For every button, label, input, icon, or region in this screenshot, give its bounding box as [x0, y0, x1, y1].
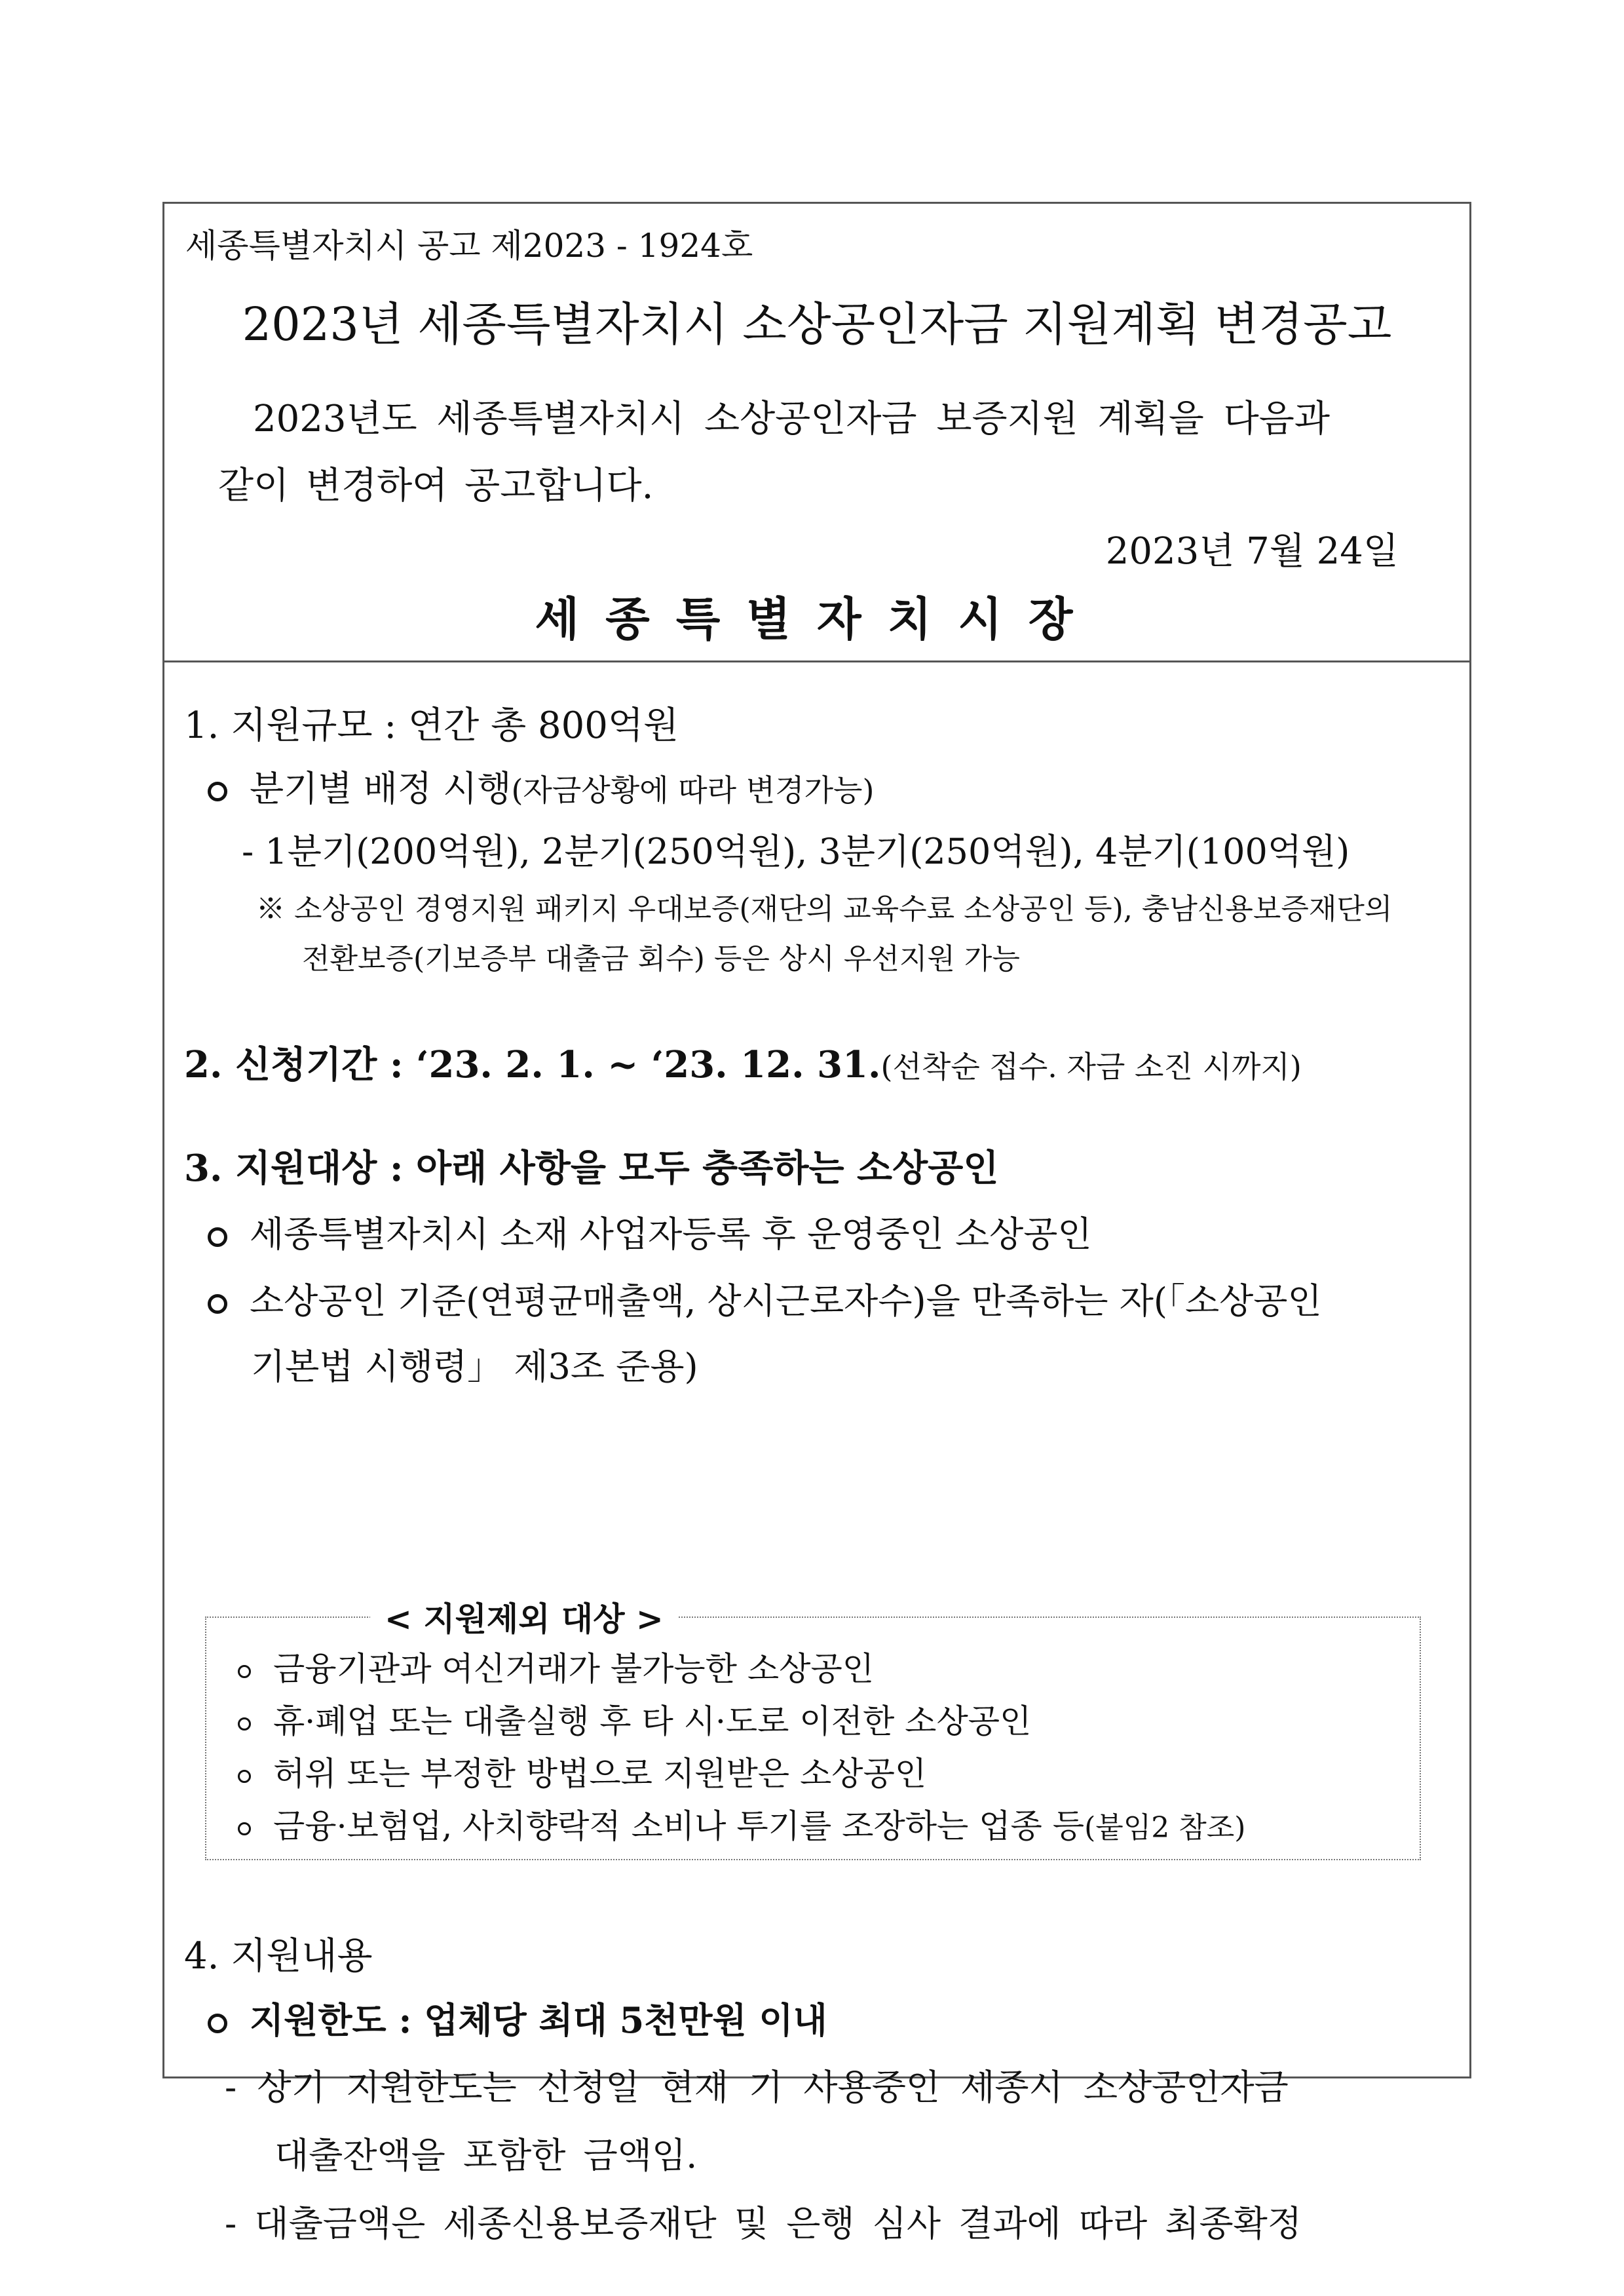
circle-bullet-icon: [208, 782, 227, 801]
scale-note-line-1: ※ 소상공인 경영지원 패키지 우대보증(재단의 교육수료 소상공인 등), 충남신용보증재단의: [256, 892, 1393, 926]
circle-bullet-icon: [208, 1227, 227, 1247]
notice-frame: [162, 202, 1471, 2244]
target-item-2-line-2: 기본법 시행령」 제3조 준용): [251, 1346, 698, 1387]
scale-item: 분기별 배정 시행(자금상황에 따라 변경가능): [208, 761, 874, 811]
scale-quarters: - 1분기(200억원), 2분기(250억원), 3분기(250억원), 4분기(100억원): [242, 831, 1350, 872]
exclusion-box: [205, 1599, 1421, 1860]
exclusion-title: < 지원제외 대상 >: [370, 1593, 678, 1640]
issuer: 세종특별자치시장: [535, 592, 1099, 646]
small-circle-bullet-icon: [238, 1770, 251, 1783]
exclusion-item: 허위 또는 부정한 방법으로 지원받은 소상공인: [238, 1748, 926, 1795]
circle-bullet-icon: [208, 1294, 227, 1314]
section-scale-heading: 1. 지원규모 : 연간 총 800억원: [184, 704, 679, 747]
content-detail-1-line-2: 대출잔액을 포함한 금액임.: [274, 2135, 698, 2176]
content-detail-2: - 대출금액은 세종신용보증재단 및 은행 심사 결과에 따라 최종확정: [225, 2203, 1302, 2244]
scale-note-line-2: 전환보증(기보증부 대출금 회수) 등은 상시 우선지원 가능: [302, 942, 1020, 976]
section-content-heading: 4. 지원내용: [184, 1935, 373, 1978]
small-circle-bullet-icon: [238, 1822, 251, 1835]
exclusion-item: 금융기관과 여신거래가 불가능한 소상공인: [238, 1643, 874, 1690]
exclusion-item: 금융·보험업, 사치향락적 소비나 투기를 조장하는 업종 등(붙임2 참조): [238, 1800, 1245, 1847]
notice-date: 2023년 7월 24일: [1105, 530, 1399, 573]
target-item-1: 세종특별자치시 소재 사업자등록 후 운영중인 소상공인: [208, 1206, 1092, 1257]
content-detail-1-line-1: - 상기 지원한도는 신청일 현재 기 사용중인 세종시 소상공인자금: [225, 2067, 1289, 2108]
target-item-2: 소상공인 기준(연평균매출액, 상시근로자수)을 만족하는 자(「소상공인: [208, 1273, 1322, 1324]
small-circle-bullet-icon: [238, 1717, 251, 1731]
notice-title: 2023년 세종특별자치시 소상공인자금 지원계획 변경공고: [242, 297, 1392, 351]
intro-line-1: 2023년도 세종특별자치시 소상공인자금 보증지원 계획을 다음과: [253, 398, 1330, 440]
notice-header: [164, 204, 1469, 662]
section-period-heading: 2. 신청기간 : ‘23. 2. 1. ~ ‘23. 12. 31.(선착순 접수. 자금 소진 시까지): [184, 1043, 1302, 1086]
notice-number: 세종특별자치시 공고 제2023 - 1924호: [185, 227, 753, 265]
intro-line-2: 같이 변경하여 공고합니다.: [218, 465, 654, 507]
content-limit: 지원한도 : 업체당 최대 5천만원 이내: [208, 1993, 827, 2043]
small-circle-bullet-icon: [238, 1665, 251, 1678]
section-target-heading: 3. 지원대상 : 아래 사항을 모두 충족하는 소상공인: [184, 1147, 999, 1190]
exclusion-item: 휴·폐업 또는 대출실행 후 타 시·도로 이전한 소상공인: [238, 1695, 1031, 1742]
circle-bullet-icon: [208, 2014, 227, 2033]
